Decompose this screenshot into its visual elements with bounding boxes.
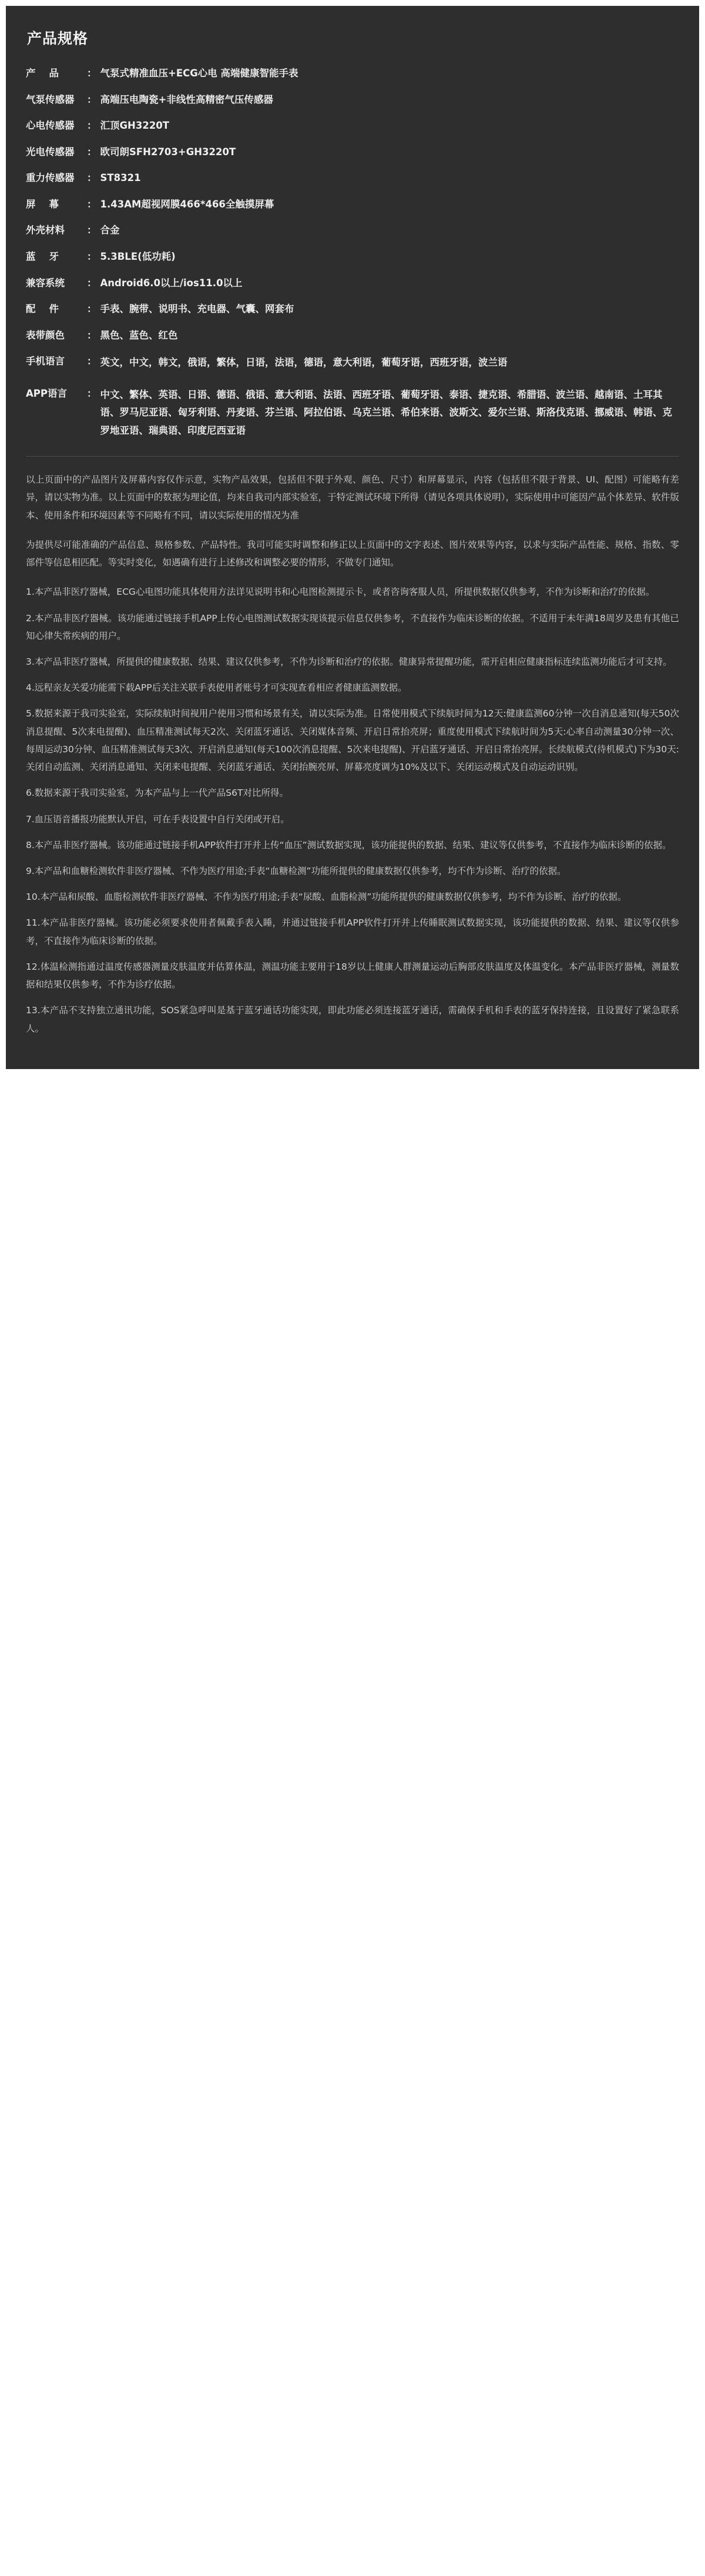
product-spec-page (0, 6, 705, 1069)
spec-value: Android6.0以上/ios11.0以上 (100, 277, 243, 289)
spec-separator: ： (87, 198, 97, 210)
spec-separator: ： (87, 120, 97, 132)
note-item: 13.本产品不支持独立通讯功能，SOS紧急呼叫是基于蓝牙通话功能实现，即此功能必须连接蓝牙通话，需确保手机和手表的蓝牙保持连接，且设置好了紧急联系人。 (26, 1005, 679, 1034)
spec-value: 手表、腕带、说明书、充电器、气囊、网套布 (100, 303, 294, 315)
spec-value: 高端压电陶瓷+非线性高精密气压传感器 (100, 93, 273, 105)
spec-value: 黑色、蓝色、红色 (100, 329, 178, 341)
spec-row (26, 92, 679, 108)
note-item: 6.数据来源于我司实验室，为本产品与上一代产品S6T对比所得。 (26, 788, 288, 799)
note-item: 12.体温检测指通过温度传感器测量皮肤温度并估算体温，测温功能主要用于18岁以上健康人群测量运动后胸部皮肤温度及体温变化。本产品非医疗器械，测量数据和结果仅供参考，不作为诊疗依据。 (26, 961, 679, 990)
spec-row (26, 197, 679, 212)
note-item: 5.数据来源于我司实验室，实际续航时间视用户使用习惯和场景有关，请以实际为准。日常使用模式下续航时间为12天:健康监测60分钟一次自消息通知(每天50次消息提醒、5次来电提醒)、血压精准测试每天2次、关闭蓝牙通话、关闭媒体音频、开启日常抬亮屏；重度使用模式下续航时间为5天:心率自动测量30分钟一次、每周运动30分钟、血压精准测试每天3次、开启消息通知(每天100次消息提醒、5次来电提醒)、开启蓝牙通话、开启日常抬亮屏。长续航模式(待机模式)下为30天:关闭自动监测、关闭消息通知、关闭来电提醒、关闭蓝牙通话、关闭抬腕亮屏、屏幕亮度调为10%及以下、关闭运动模式及自动运动识别。 (26, 708, 679, 773)
spec-label: APP语言 (26, 387, 67, 399)
spec-label: 配 件 (26, 303, 59, 315)
spec-row (26, 170, 679, 186)
spec-separator: ： (87, 93, 97, 105)
spec-label: 屏 幕 (26, 198, 59, 210)
spec-value: 中文、繁体、英语、日语、德语、俄语、意大利语、法语、西班牙语、葡萄牙语、泰语、捷克语、希腊语、波兰语、越南语、土耳其语、罗马尼亚语、匈牙利语、丹麦语、芬兰语、阿拉伯语、乌克兰语、希伯来语、波斯文、爱尔兰语、斯洛伐克语、挪威语、韩语、克罗地亚语、瑞典语、印度尼西亚语 (100, 388, 672, 436)
spec-separator: ： (87, 356, 97, 367)
spec-row (26, 302, 679, 317)
disclaimer-paragraph: 为提供尽可能准确的产品信息、规格参数、产品特性。我司可能实时调整和修正以上页面中的文字表述、图片效果等内容，以求与实际产品性能、规格、指数、零部件等信息相匹配。等实时变化，如遇确有进行上述修改和调整必要的情形，不做专门通知。 (26, 539, 679, 568)
spec-value: 5.3BLE(低功耗) (100, 250, 176, 262)
spec-value: 欧司朗SFH2703+GH3220T (100, 146, 236, 158)
spec-label: 兼容系统 (26, 277, 65, 289)
spec-label: 光电传感器 (26, 146, 75, 158)
spec-row (26, 223, 679, 238)
page-title: 产品规格 (27, 30, 89, 47)
spec-separator: ： (87, 277, 97, 289)
disclaimer-section (26, 471, 679, 571)
spec-row (26, 249, 679, 264)
note-item: 9.本产品和血糖检测软件非医疗器械、不作为医疗用途;手表“血糖检测”功能所提供的健康数据仅供参考，均不作为诊断、治疗的依据。 (26, 865, 566, 876)
spec-separator: ： (87, 225, 97, 236)
spec-label: 蓝 牙 (26, 250, 59, 262)
spec-value: 合金 (100, 225, 120, 236)
spec-label: 产 品 (26, 68, 59, 79)
spec-separator: ： (87, 329, 97, 341)
spec-separator: ： (87, 250, 97, 262)
spec-row-phone-languages (26, 354, 679, 372)
spec-label: 手机语言 (26, 356, 65, 367)
spec-value: 1.43AM超视网膜466*466全触摸屏幕 (100, 198, 274, 210)
spec-value: ST8321 (100, 172, 141, 184)
spec-label: 外壳材料 (26, 225, 65, 236)
spec-row (26, 118, 679, 133)
spec-row (26, 276, 679, 291)
note-item: 11.本产品非医疗器械。该功能必须要求使用者佩戴手表入睡，并通过链接手机APP软件打开并上传睡眠测试数据实现，该功能提供的数据、结果、建议等仅供参考，不直接作为临床诊断的依据。 (26, 917, 679, 946)
note-item: 2.本产品非医疗器械。该功能通过链接手机APP上传心电图测试数据实现该提示信息仅供参考，不直接作为临床诊断的依据。不适用于未年满18周岁及患有其他已知心律失常疾病的用户。 (26, 612, 679, 641)
spec-separator: ： (87, 68, 97, 79)
note-item: 7.血压语音播报功能默认开启，可在手表设置中自行关闭或开启。 (26, 813, 290, 825)
note-item: 8.本产品非医疗器械。该功能通过链接手机APP软件打开并上传“血压”测试数据实现，该功能提供的数据、结果、建议等仅供参考，不直接作为临床诊断的依据。 (26, 839, 672, 850)
spec-separator: ： (87, 303, 97, 315)
disclaimer-paragraph: 以上页面中的产品图片及屏幕内容仅作示意，实物产品效果，包括但不限于外观、颜色、尺寸）和屏幕显示，内容（包括但不限于背景、UI、配图）可能略有差异，请以实物为准。以上页面中的数据为理论值，均来自我司内部实验室，于特定测试环境下所得（请见各项具体说明），实际使用中可能因产品个体差异、软件版本、使用条件和环境因素等不同略有不同，请以实际使用的情况为准 (26, 474, 679, 521)
notes-section (26, 583, 679, 1037)
spec-label: 气泵传感器 (26, 93, 75, 105)
note-item: 4.远程亲友关爱功能需下载APP后关注关联手表使用者账号才可实现查看相应者健康监测数据。 (26, 682, 407, 694)
spec-row (26, 66, 679, 81)
spec-separator: ： (87, 387, 97, 399)
note-item: 10.本产品和尿酸、血脂检测软件非医疗器械、不作为医疗用途;手表“尿酸、血脂检测”功能所提供的健康数据仅供参考，均不作为诊断、治疗的依据。 (26, 892, 627, 903)
spec-label: 重力传感器 (26, 172, 75, 184)
spec-row (26, 328, 679, 343)
spec-list (26, 66, 679, 440)
spec-row-app-languages (26, 386, 679, 440)
spec-label: 心电传感器 (26, 120, 75, 132)
spec-label: 表带颜色 (26, 329, 65, 341)
spec-value: 汇顶GH3220T (100, 120, 170, 132)
spec-row (26, 145, 679, 160)
spec-separator: ： (87, 146, 97, 158)
spec-value: 英文，中文，韩文，俄语，繁体，日语，法语，德语，意大利语，葡萄牙语，西班牙语，波兰语 (100, 357, 508, 369)
spec-card (6, 6, 699, 1069)
divider (26, 456, 679, 457)
spec-value: 气泵式精准血压+ECG心电 高端健康智能手表 (100, 68, 298, 79)
spec-separator: ： (87, 172, 97, 184)
note-item: 3.本产品非医疗器械，所提供的健康数据、结果、建议仅供参考，不作为诊断和治疗的依据。健康异常提醒功能，需开启相应健康指标连续监测功能后才可支持。 (26, 656, 672, 667)
note-item: 1.本产品非医疗器械，ECG心电图功能具体使用方法详见说明书和心电图检测提示卡，或者咨询客服人员，所提供数据仅供参考，不作为诊断和治疗的依据。 (26, 587, 655, 598)
